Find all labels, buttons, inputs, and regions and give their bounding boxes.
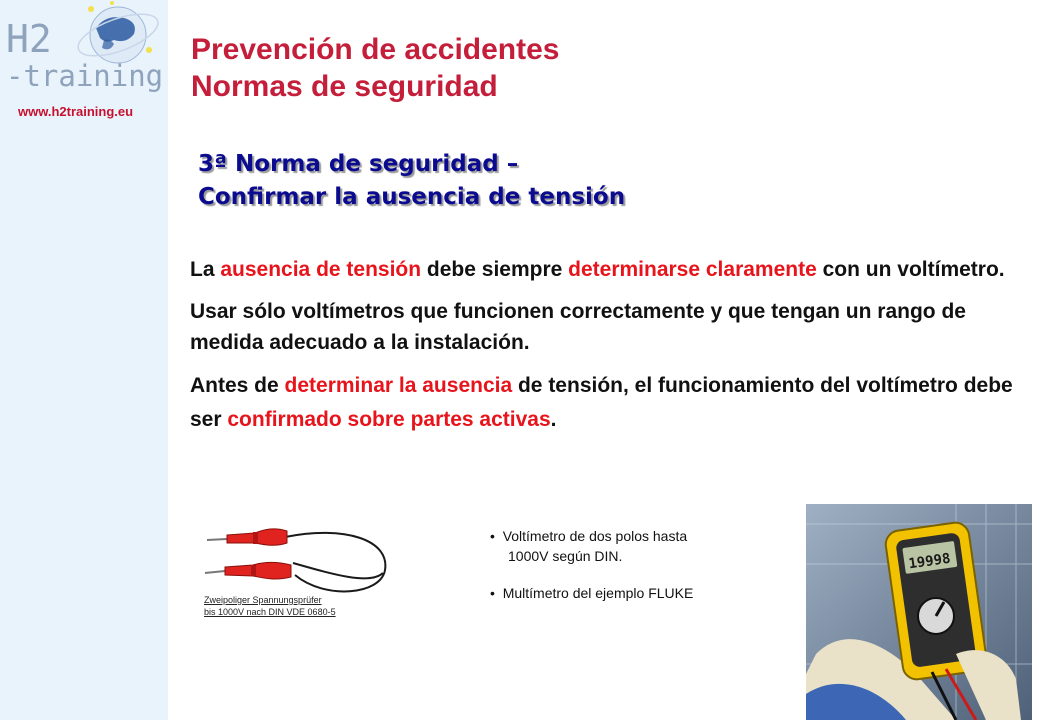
device-bullet-list: [490, 527, 693, 622]
p1-text-b: debe siempre: [421, 258, 569, 281]
sidebar: [0, 0, 168, 720]
website-url[interactable]: www.h2training.eu: [18, 104, 134, 119]
paragraph-1: [190, 254, 1030, 286]
tester-caption-line-1: Zweipoliger Spannungsprüfer: [204, 595, 322, 605]
rule-heading: [198, 148, 625, 213]
bullet-dot-icon: •: [490, 585, 503, 602]
multimeter-display-value: 19998: [907, 550, 952, 573]
p1-highlight-a: ausencia de tensión: [220, 258, 422, 281]
paragraph-3: [190, 369, 1030, 438]
bullet-dot-icon: •: [490, 528, 503, 544]
tester-caption: [204, 594, 336, 618]
bullet-1-line-1: Voltímetro de dos polos hasta: [502, 528, 688, 544]
title-line-1: Prevención de accidentes: [191, 33, 560, 66]
bullet-2-line-1: Multímetro del ejemplo FLUKE: [502, 585, 694, 602]
multimeter-photo: [806, 504, 1032, 720]
bullet-1-line-2: 1000V según DIN.: [508, 547, 623, 564]
rule-heading-line-2: Confirmar la ausencia de tensión: [198, 183, 626, 210]
logo-text-h2: H2: [6, 17, 52, 61]
body-text: [190, 254, 1030, 448]
p3-text-c: .: [550, 408, 557, 432]
p1-text-c: con un voltímetro.: [816, 258, 1005, 281]
logo-text-training: -training: [6, 59, 164, 93]
bullet-item-2: [490, 584, 693, 604]
h2-training-logo: [0, 0, 168, 100]
p3-text-a: Antes de: [190, 373, 285, 397]
p3-text-b: de tensión, el funcionamiento del voltímetro debe ser: [190, 373, 1013, 432]
p1-highlight-b: determinarse claramente: [568, 258, 817, 281]
p3-highlight-a: determinar la ausencia: [284, 373, 513, 397]
bullet-item-1: [490, 527, 693, 566]
p3-highlight-b: confirmado sobre partes activas: [227, 408, 551, 432]
page-title: [191, 32, 560, 105]
p1-text-a: La: [190, 258, 221, 281]
tester-caption-line-2: bis 1000V nach DIN VDE 0680-5: [204, 607, 336, 618]
rule-heading-line-1: 3ª Norma de seguridad –: [198, 151, 519, 177]
paragraph-2: Usar sólo voltímetros que funcionen correctamente y que tengan un rango de medida adecuado a la instalación.: [190, 299, 966, 354]
title-line-2: Normas de seguridad: [191, 69, 498, 103]
